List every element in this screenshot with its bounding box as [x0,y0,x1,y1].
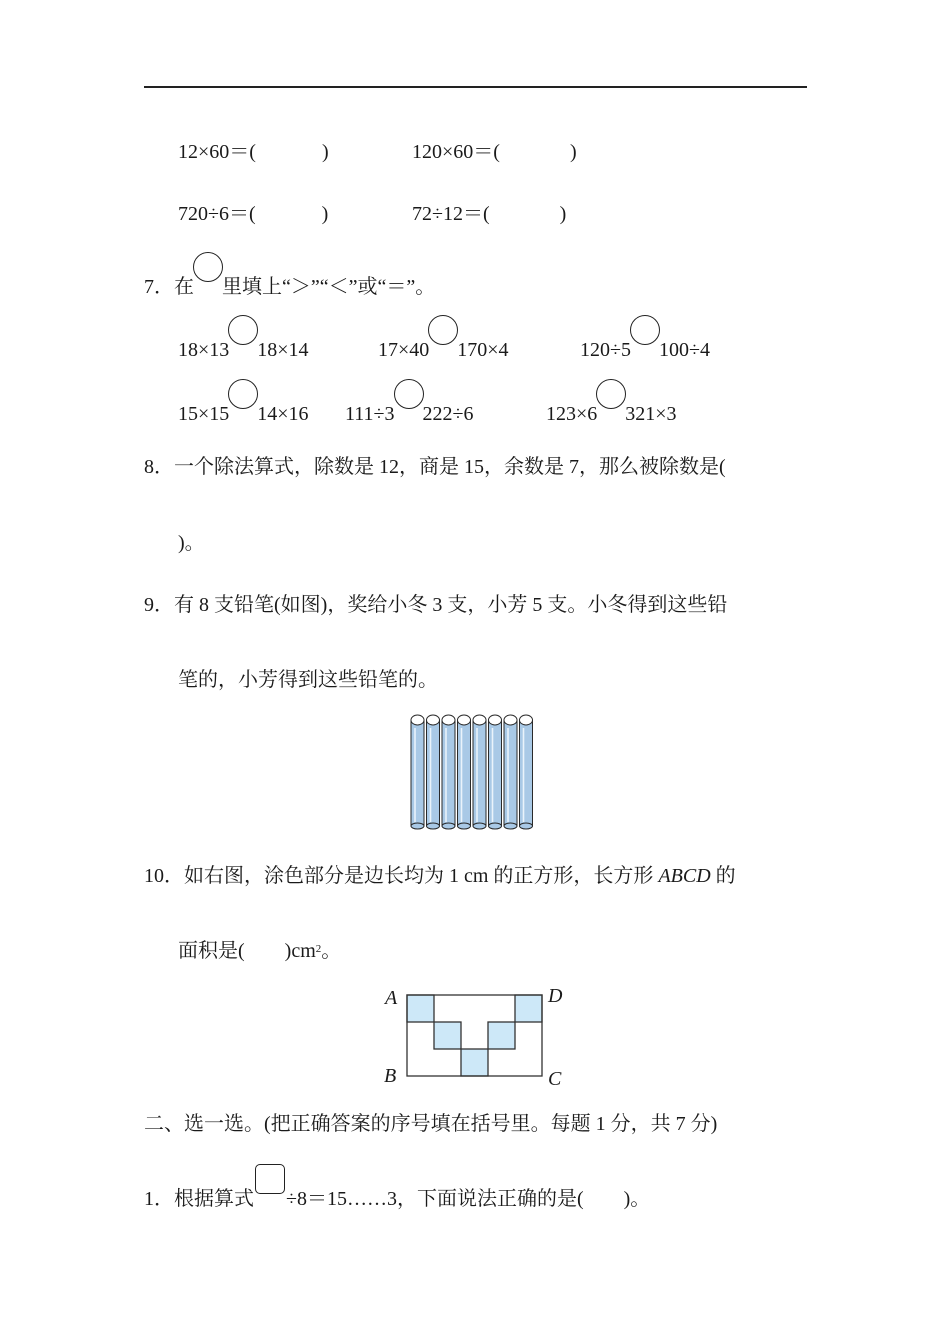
question-text: 在 [174,276,194,298]
compare-right: 18×14 [257,339,309,361]
compare-circle[interactable] [596,379,626,409]
pencil-top [411,715,424,725]
expr-close: ) [321,203,329,225]
pencil-top [458,715,471,725]
shaded-square [488,1022,515,1049]
shaded-square [461,1049,488,1076]
q7-compare-5 [345,393,473,426]
compare-circle [193,252,223,282]
question-text: 笔的，小芳得到这些铅笔的。 [178,669,438,691]
pencil [427,715,440,829]
section-title: 二、选一选。(把正确答案的序号填在括号里。每题 1 分，共 7 分) [144,1113,718,1135]
pencil-bottom [411,823,424,829]
question-number: 10． [144,865,184,887]
q8-line2 [178,531,205,555]
question-text: 面积是( [178,940,245,962]
pencil [458,715,471,829]
compare-left: 18×13 [178,339,230,361]
compare-left: 111÷3 [345,403,395,425]
label-b: B [384,1065,397,1087]
q7-compare-4 [178,393,309,426]
pencils-figure [408,712,544,834]
pencil-body [504,720,517,826]
q6-expr-2 [412,140,577,164]
compare-left: 123×6 [546,403,598,425]
pencil-body [473,720,486,826]
section-2-title [144,1112,717,1136]
label-a: A [385,987,398,1009]
pencil-body [442,720,455,826]
question-text: 的 [715,865,736,887]
expr-text: 72÷12＝( [412,203,490,225]
pencil-bottom [458,823,471,829]
superscript: 2 [315,943,322,955]
pencil [520,715,533,829]
q7-question [144,266,435,299]
compare-right: 170×4 [457,339,509,361]
pencil-bottom [520,823,533,829]
shaded-square [515,995,542,1022]
expr-close: ) [559,203,567,225]
q9-line1 [144,593,727,617]
pencil [504,715,517,829]
compare-left: 15×15 [178,403,230,425]
compare-left: 120÷5 [580,339,631,361]
pencil-bottom [427,823,440,829]
label-d: D [548,985,563,1007]
rect-name: ABCD [658,865,711,887]
compare-circle[interactable] [394,379,424,409]
pencil [442,715,455,829]
pencil-bottom [489,823,502,829]
q8-line1 [144,455,726,479]
pencil-top [504,715,517,725]
question-text: 根据算式 [174,1188,254,1210]
pencil-top [427,715,440,725]
q7-compare-1 [178,329,309,362]
pencil-bottom [442,823,455,829]
pencil-bottom [473,823,486,829]
pencil-top [473,715,486,725]
pencil [473,715,486,829]
compare-right: 321×3 [625,403,677,425]
pencil-body [458,720,471,826]
question-number: 7． [144,276,174,298]
compare-circle[interactable] [228,379,258,409]
pencil [411,715,424,829]
compare-circle[interactable] [630,315,660,345]
question-text: )cm [284,940,316,962]
q7-compare-2 [378,329,509,362]
compare-circle[interactable] [428,315,458,345]
compare-right: 14×16 [257,403,309,425]
question-text: ÷8＝15……3，下面说法正确的是( )。 [286,1188,651,1210]
pencil-body [520,720,533,826]
pencil-body [411,720,424,826]
question-text: 有 8 支铅笔(如图)，奖给小冬 3 支，小芳 5 支。小冬得到这些铅 [174,594,728,616]
question-text: 如右图，涂色部分是边长均为 1 cm 的正方形，长方形 [184,865,654,887]
q10-line2 [178,939,341,963]
q6-expr-3 [178,202,328,226]
blank-box[interactable] [255,1164,285,1194]
compare-circle[interactable] [228,315,258,345]
shaded-squares [407,995,542,1076]
q9-line2 [178,668,438,692]
pencil-body [427,720,440,826]
compare-right: 100÷4 [658,339,710,361]
shaded-square [434,1022,461,1049]
question-number: 9． [144,594,174,616]
pencil-bottom [504,823,517,829]
pencil-top [489,715,502,725]
q7-compare-6 [546,393,677,426]
expr-text: 720÷6＝( [178,203,256,225]
question-number: 8． [144,456,174,478]
q10-line1 [144,864,736,888]
question-text: 里填上“＞”“＜”或“＝”。 [222,276,436,298]
pencil [489,715,502,829]
expr-text: 120×60＝( [412,141,500,163]
expr-close: ) [569,141,577,163]
header-rule [144,86,807,88]
label-c: C [548,1068,562,1090]
question-text: )。 [178,532,205,554]
shaded-square [407,995,434,1022]
expr-close: ) [321,141,329,163]
pencil-body [489,720,502,826]
pencil-top [442,715,455,725]
s2-q1 [144,1178,650,1211]
rectangle-figure [376,982,576,1092]
compare-left: 17×40 [378,339,430,361]
q6-expr-4 [412,202,566,226]
q7-compare-3 [580,329,710,362]
question-number: 1． [144,1188,174,1210]
question-text: 。 [321,940,342,962]
question-text: 一个除法算式，除数是 12，商是 15，余数是 7，那么被除数是( [174,456,726,478]
pencil-top [520,715,533,725]
q6-expr-1 [178,140,329,164]
compare-right: 222÷6 [422,403,474,425]
expr-text: 12×60＝( [178,141,256,163]
